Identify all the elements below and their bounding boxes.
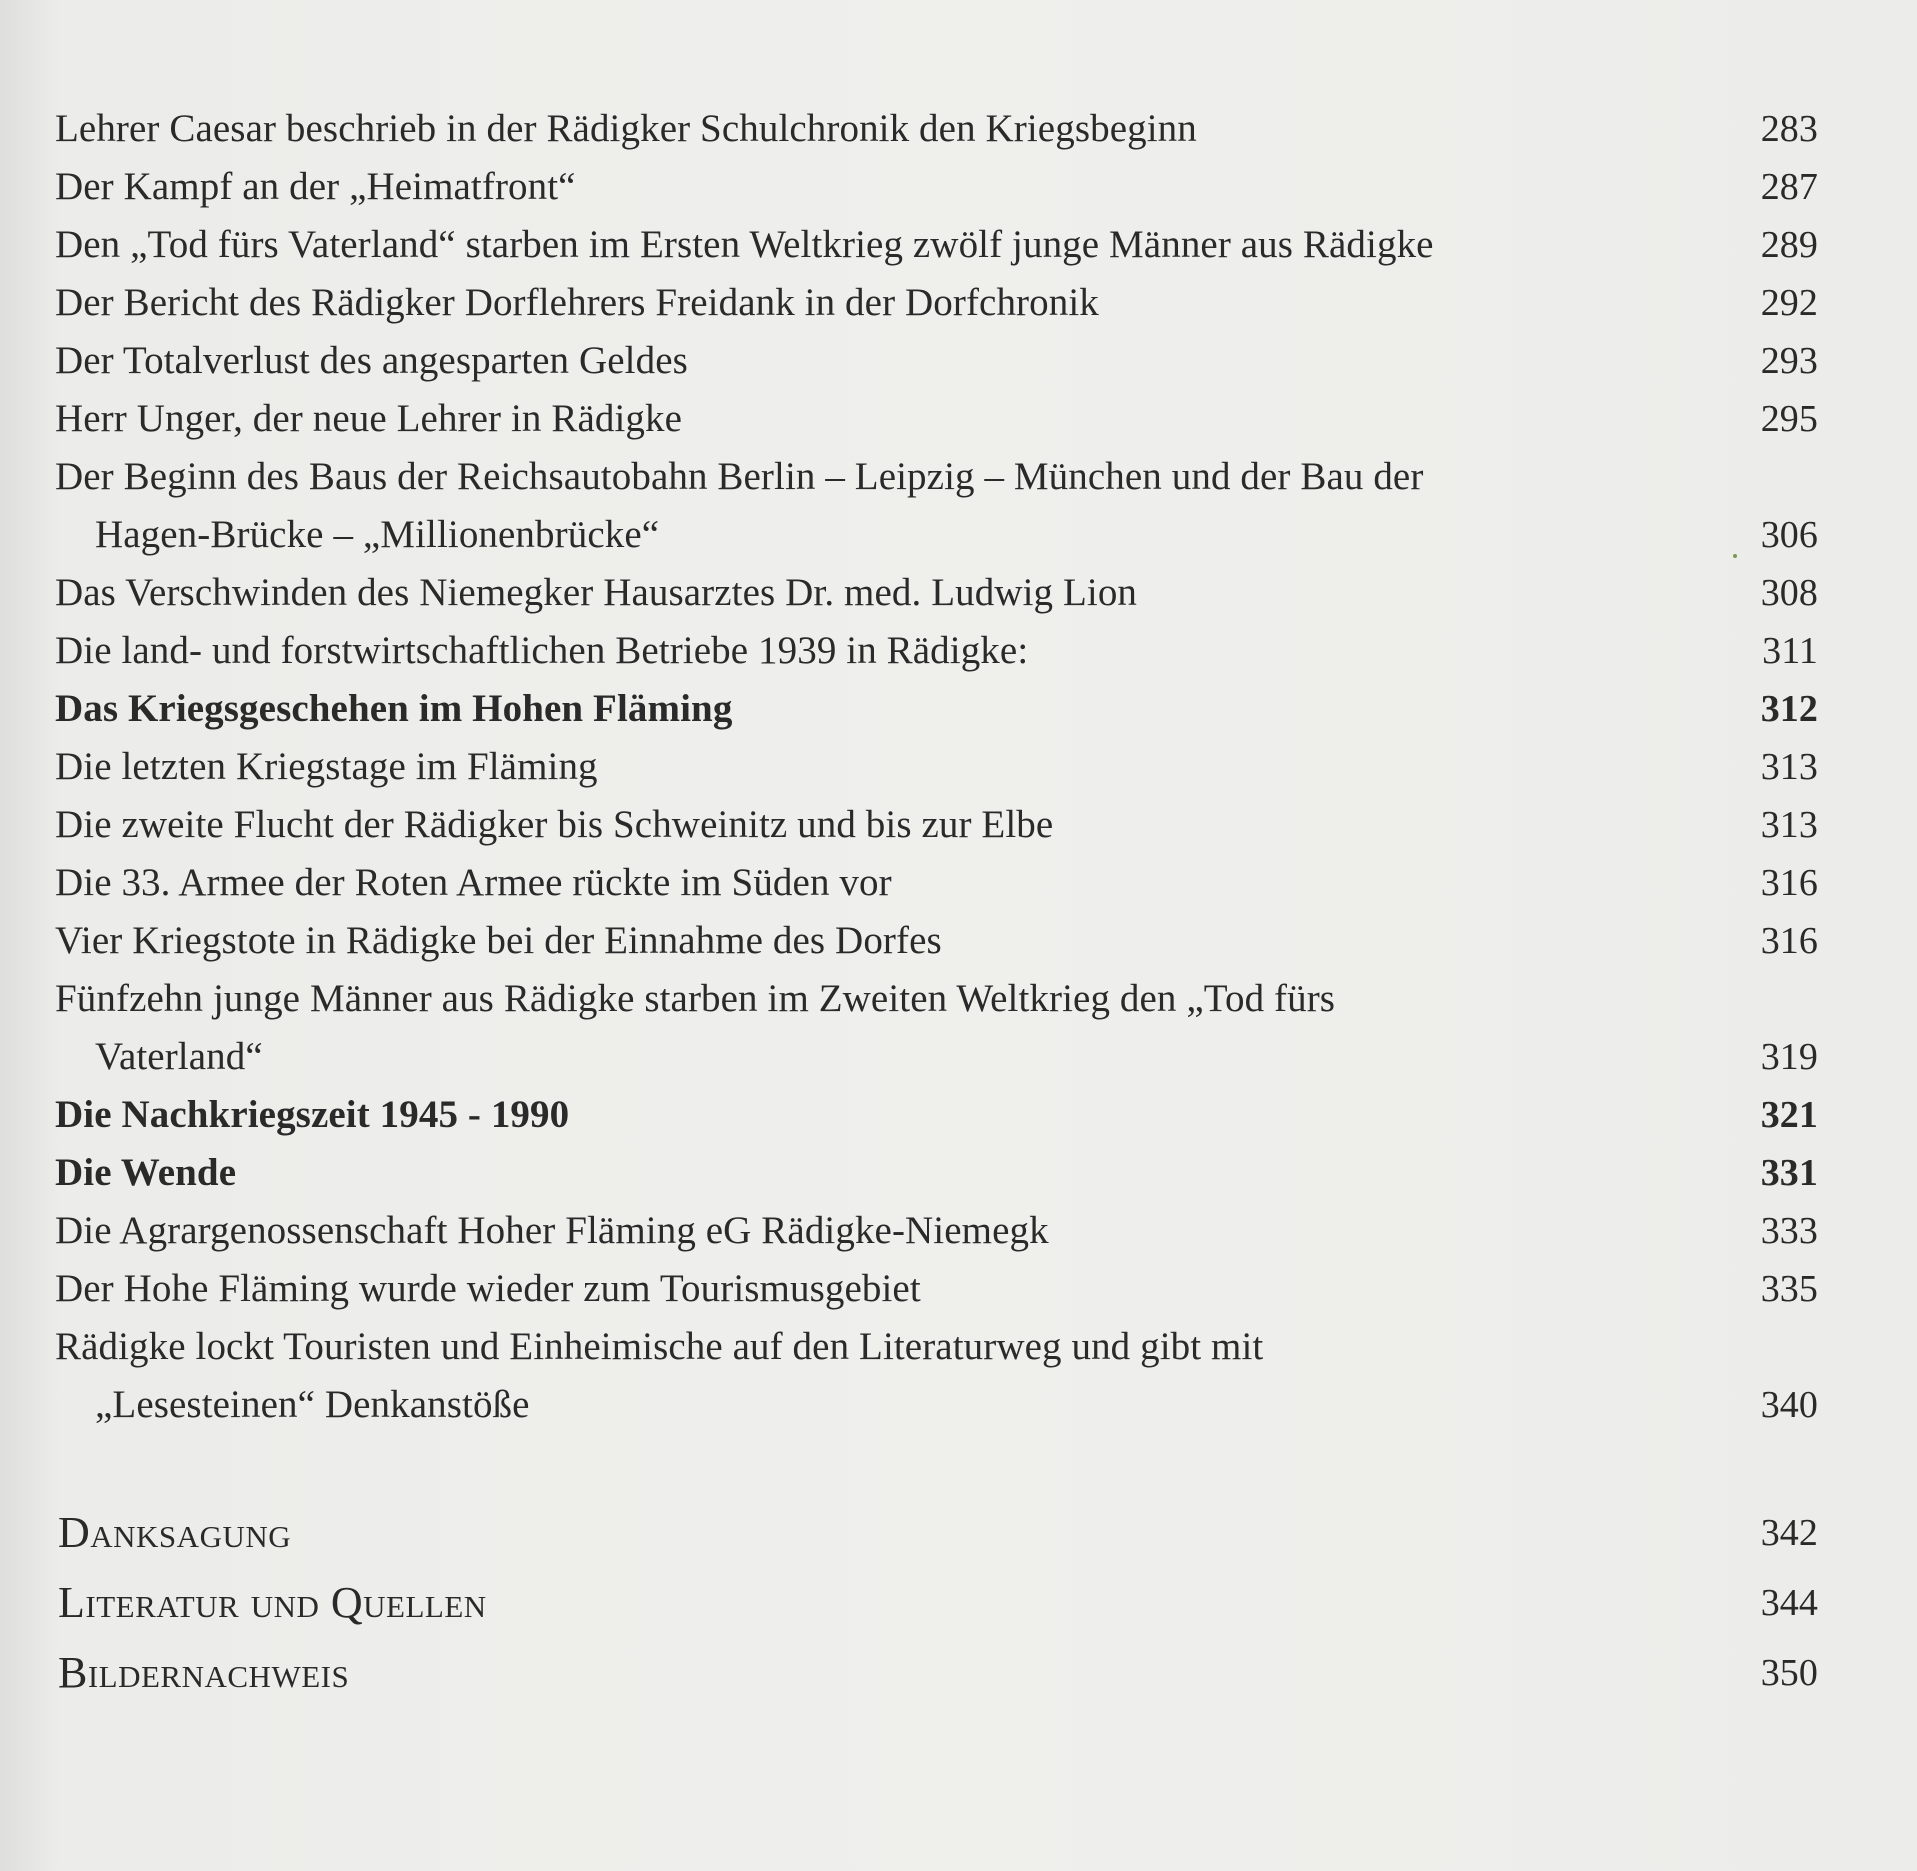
toc-entry-page: 340 [1760, 1384, 1818, 1426]
toc-entry-title: Vier Kriegstote in Rädigke bei der Einnahme des Dorfes [55, 919, 942, 962]
toc-entry-page: 306 [1760, 514, 1818, 556]
toc-entry [55, 912, 1835, 970]
toc-entry-title: Herr Unger, der neue Lehrer in Rädigke [55, 397, 683, 440]
toc-entry-title: Die zweite Flucht der Rädigker bis Schweinitz und bis zur Elbe [55, 803, 1054, 846]
toc-entry-page: 293 [1760, 340, 1818, 382]
toc-entry [55, 738, 1835, 796]
toc-entry-page: 313 [1760, 804, 1818, 846]
toc-entry-page: 333 [1760, 1210, 1818, 1252]
appendix-list [58, 1498, 1835, 1708]
toc-entry-title: Die Agrargenossenschaft Hoher Fläming eG Rädigke-Niemegk [55, 1209, 1049, 1252]
toc-entry [55, 1318, 1835, 1434]
toc-entry [55, 1202, 1835, 1260]
toc-entry [55, 216, 1835, 274]
toc-chapter-heading [55, 1144, 1835, 1202]
toc-entry-page: 316 [1760, 862, 1818, 904]
appendix-entry-page: 350 [1760, 1652, 1818, 1694]
toc-entry-page: 295 [1760, 398, 1818, 440]
toc-entry-page: 319 [1760, 1036, 1818, 1078]
appendix-entry [58, 1498, 1835, 1568]
appendix-entry [58, 1638, 1835, 1708]
toc-entry-title: Die land- und forstwirtschaftlichen Betriebe 1939 in Rädigke: [55, 629, 1029, 672]
toc-entry [55, 970, 1835, 1086]
toc-entry-title [55, 448, 1423, 564]
toc-entry-title [55, 1318, 1263, 1434]
appendix-entry [58, 1568, 1835, 1638]
toc-entry-title: Der Bericht des Rädigker Dorflehrers Freidank in der Dorfchronik [55, 281, 1099, 324]
table-of-contents [55, 100, 1835, 1434]
toc-entry-title-line1: Fünfzehn junge Männer aus Rädigke starben im Zweiten Weltkrieg den „Tod fürs [55, 977, 1336, 1020]
toc-entry-title: Das Kriegsgeschehen im Hohen Fläming [55, 687, 733, 730]
toc-entry [55, 274, 1835, 332]
toc-entry-title: Lehrer Caesar beschrieb in der Rädigker Schulchronik den Kriegsbeginn [55, 107, 1197, 150]
toc-entry-title-line2: Vaterland“ [95, 1035, 263, 1078]
toc-entry-page: 312 [1760, 688, 1818, 730]
toc-entry-title: Das Verschwinden des Niemegker Hausarztes Dr. med. Ludwig Lion [55, 571, 1138, 614]
toc-entry-page: 311 [1762, 630, 1818, 672]
toc-entry-title [55, 970, 1335, 1086]
toc-entry [55, 564, 1835, 622]
toc-entry [55, 332, 1835, 390]
toc-entry-title: Die letzten Kriegstage im Fläming [55, 745, 598, 788]
toc-entry-title: Die Wende [55, 1151, 237, 1194]
toc-entry-title: Der Totalverlust des angesparten Geldes [55, 339, 688, 382]
toc-entry-page: 316 [1760, 920, 1818, 962]
toc-entry [55, 622, 1835, 680]
toc-entry-title-line1: Rädigke lockt Touristen und Einheimische auf den Literaturweg und gibt mit [55, 1325, 1264, 1368]
appendix-entry-title: Bildernachweis [58, 1648, 350, 1697]
toc-entry-title-line1: Der Beginn des Baus der Reichsautobahn Berlin – Leipzig – München und der Bau der [55, 455, 1424, 498]
toc-chapter-heading [55, 680, 1835, 738]
toc-entry [55, 796, 1835, 854]
toc-entry-page: 335 [1760, 1268, 1818, 1310]
toc-entry-page: 308 [1760, 572, 1818, 614]
toc-entry-page: 292 [1760, 282, 1818, 324]
toc-entry-title-line2: Hagen-Brücke – „Millionenbrücke“ [95, 513, 660, 556]
toc-entry [55, 448, 1835, 564]
toc-entry [55, 854, 1835, 912]
toc-entry-title: Der Kampf an der „Heimatfront“ [55, 165, 576, 208]
toc-entry-title: Die Nachkriegszeit 1945 - 1990 [55, 1093, 570, 1136]
toc-entry-page: 313 [1760, 746, 1818, 788]
appendix-entry-page: 344 [1760, 1582, 1818, 1624]
toc-entry-title: Den „Tod fürs Vaterland“ starben im Ersten Weltkrieg zwölf junge Männer aus Rädigke [55, 223, 1434, 266]
toc-entry [55, 1260, 1835, 1318]
toc-entry [55, 100, 1835, 158]
appendix-entry-page: 342 [1760, 1512, 1818, 1554]
toc-entry-title: Die 33. Armee der Roten Armee rückte im Süden vor [55, 861, 892, 904]
toc-entry-title-line2: „Lesesteinen“ Denkanstöße [95, 1383, 530, 1426]
toc-entry [55, 158, 1835, 216]
ink-speck [1733, 554, 1737, 558]
toc-entry [55, 390, 1835, 448]
toc-entry-page: 321 [1760, 1094, 1818, 1136]
toc-entry-page: 287 [1760, 166, 1818, 208]
appendix-entry-title: Danksagung [58, 1508, 292, 1557]
appendix-entry-title: Literatur und Quellen [58, 1578, 487, 1627]
toc-entry-page: 331 [1760, 1152, 1818, 1194]
toc-entry-title: Der Hohe Fläming wurde wieder zum Tourismusgebiet [55, 1267, 921, 1310]
toc-entry-page: 283 [1760, 108, 1818, 150]
toc-entry-page: 289 [1760, 224, 1818, 266]
toc-chapter-heading [55, 1086, 1835, 1144]
